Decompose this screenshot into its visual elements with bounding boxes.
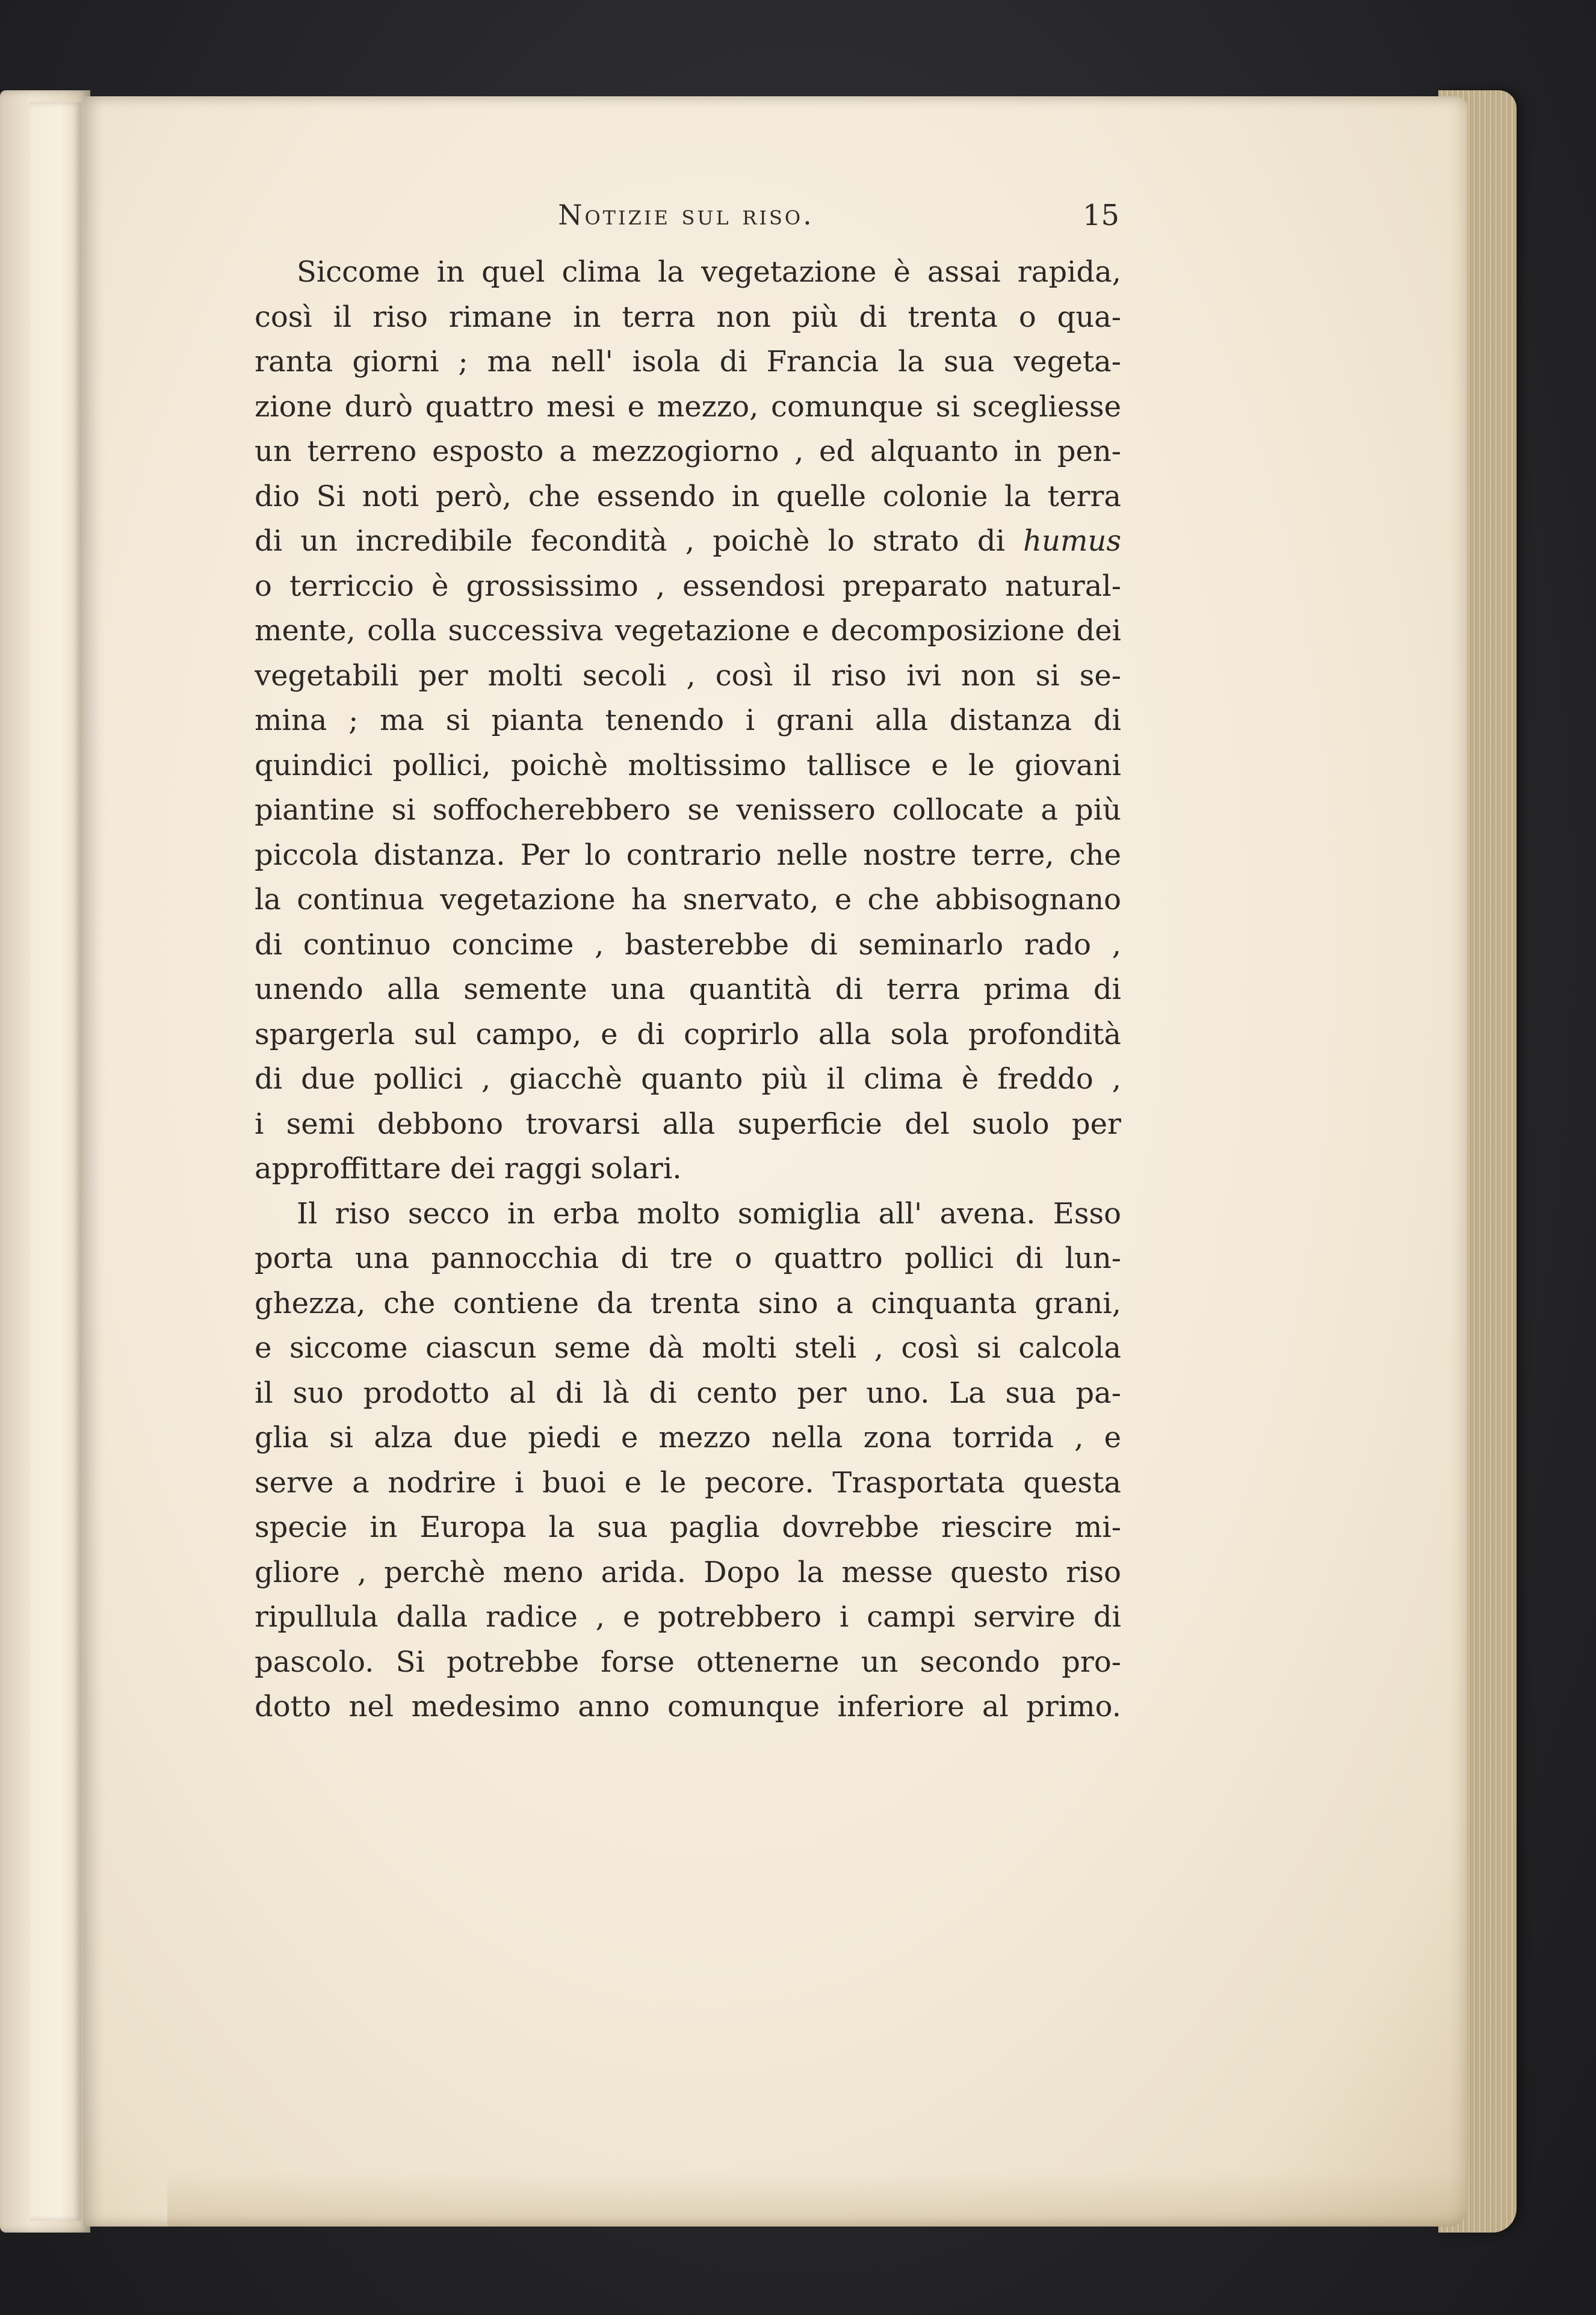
text-line: dio Si noti però, che essendo in quelle colonie la terra: [255, 479, 1121, 513]
text-line: spargerla sul campo, e di coprirlo alla sola profondità: [255, 1017, 1121, 1051]
text-line: così il riso rimane in terra non più di trenta o qua-: [255, 300, 1121, 334]
text-line: il suo prodotto al di là di cento per uno. La sua pa-: [255, 1376, 1121, 1410]
text-line: glia si alza due piedi e mezzo nella zona torrida , e: [255, 1421, 1121, 1454]
text-line: specie in Europa la sua paglia dovrebbe riescire mi-: [255, 1510, 1121, 1544]
text-line: dotto nel medesimo anno comunque inferiore al primo.: [255, 1690, 1121, 1723]
page-number: 15: [1082, 199, 1119, 232]
text-line: ripullula dalla radice , e potrebbero i campi servire di: [255, 1600, 1121, 1634]
text-line: ranta giorni ; ma nell' isola di Francia la sua vegeta-: [255, 345, 1121, 379]
text-line: e siccome ciascun seme dà molti steli , così si calcola: [255, 1331, 1121, 1365]
left-page-gutter: [30, 102, 81, 2221]
page-foxing: [167, 2172, 1467, 2227]
text-line: i semi debbono trovarsi alla superficie del suolo per: [255, 1107, 1121, 1141]
text-line: piccola distanza. Per lo contrario nelle nostre terre, che: [255, 838, 1121, 872]
text-line: approffittare dei raggi solari.: [255, 1152, 682, 1185]
text-line: la continua vegetazione ha snervato, e che abbisognano: [255, 883, 1121, 916]
text-line: mente, colla successiva vegetazione e decomposizione dei: [255, 614, 1121, 648]
running-header: [253, 199, 1119, 253]
text-line: serve a nodrire i buoi e le pecore. Trasportata questa: [255, 1465, 1121, 1500]
italic-term: humus: [1023, 524, 1121, 558]
text-line: un terreno esposto a mezzogiorno , ed alquanto in pen-: [255, 434, 1121, 468]
text-line: pascolo. Si potrebbe forse ottenerne un secondo pro-: [255, 1645, 1121, 1679]
text-line: unendo alla semente una quantità di terra prima di: [255, 972, 1121, 1006]
text-line: zione durò quattro mesi e mezzo, comunque si scegliesse: [255, 389, 1121, 424]
text-line: piantine si soffocherebbero se venissero collocate a più: [255, 793, 1121, 827]
text-line-with-italic: [255, 519, 1121, 564]
text-line: ghezza, che contiene da trenta sino a cinquanta grani,: [255, 1286, 1121, 1320]
body-text: [255, 250, 1121, 1729]
text-line: gliore , perchè meno arida. Dopo la messe questo riso: [255, 1555, 1121, 1589]
text-line: Siccome in quel clima la vegetazione è assai rapida,: [297, 255, 1121, 289]
text-line: di due pollici , giacchè quanto più il clima è freddo ,: [255, 1062, 1121, 1096]
text-line: o terriccio è grossissimo , essendosi preparato natural-: [255, 569, 1121, 603]
running-title: Notizie sul riso.: [558, 199, 814, 231]
text-line: vegetabili per molti secoli , così il riso ivi non si se-: [255, 658, 1121, 693]
text-line: Il riso secco in erba molto somiglia all' avena. Esso: [297, 1196, 1121, 1231]
text-line: porta una pannocchia di tre o quattro pollici di lun-: [255, 1241, 1121, 1275]
text-segment: di un incredibile fecondità , poichè lo strato di: [255, 524, 1005, 558]
text-line: quindici pollici, poichè moltissimo tallisce e le giovani: [255, 748, 1121, 782]
text-line: di continuo concime , basterebbe di seminarlo rado ,: [255, 927, 1121, 962]
text-line: mina ; ma si pianta tenendo i grani alla distanza di: [255, 703, 1121, 737]
